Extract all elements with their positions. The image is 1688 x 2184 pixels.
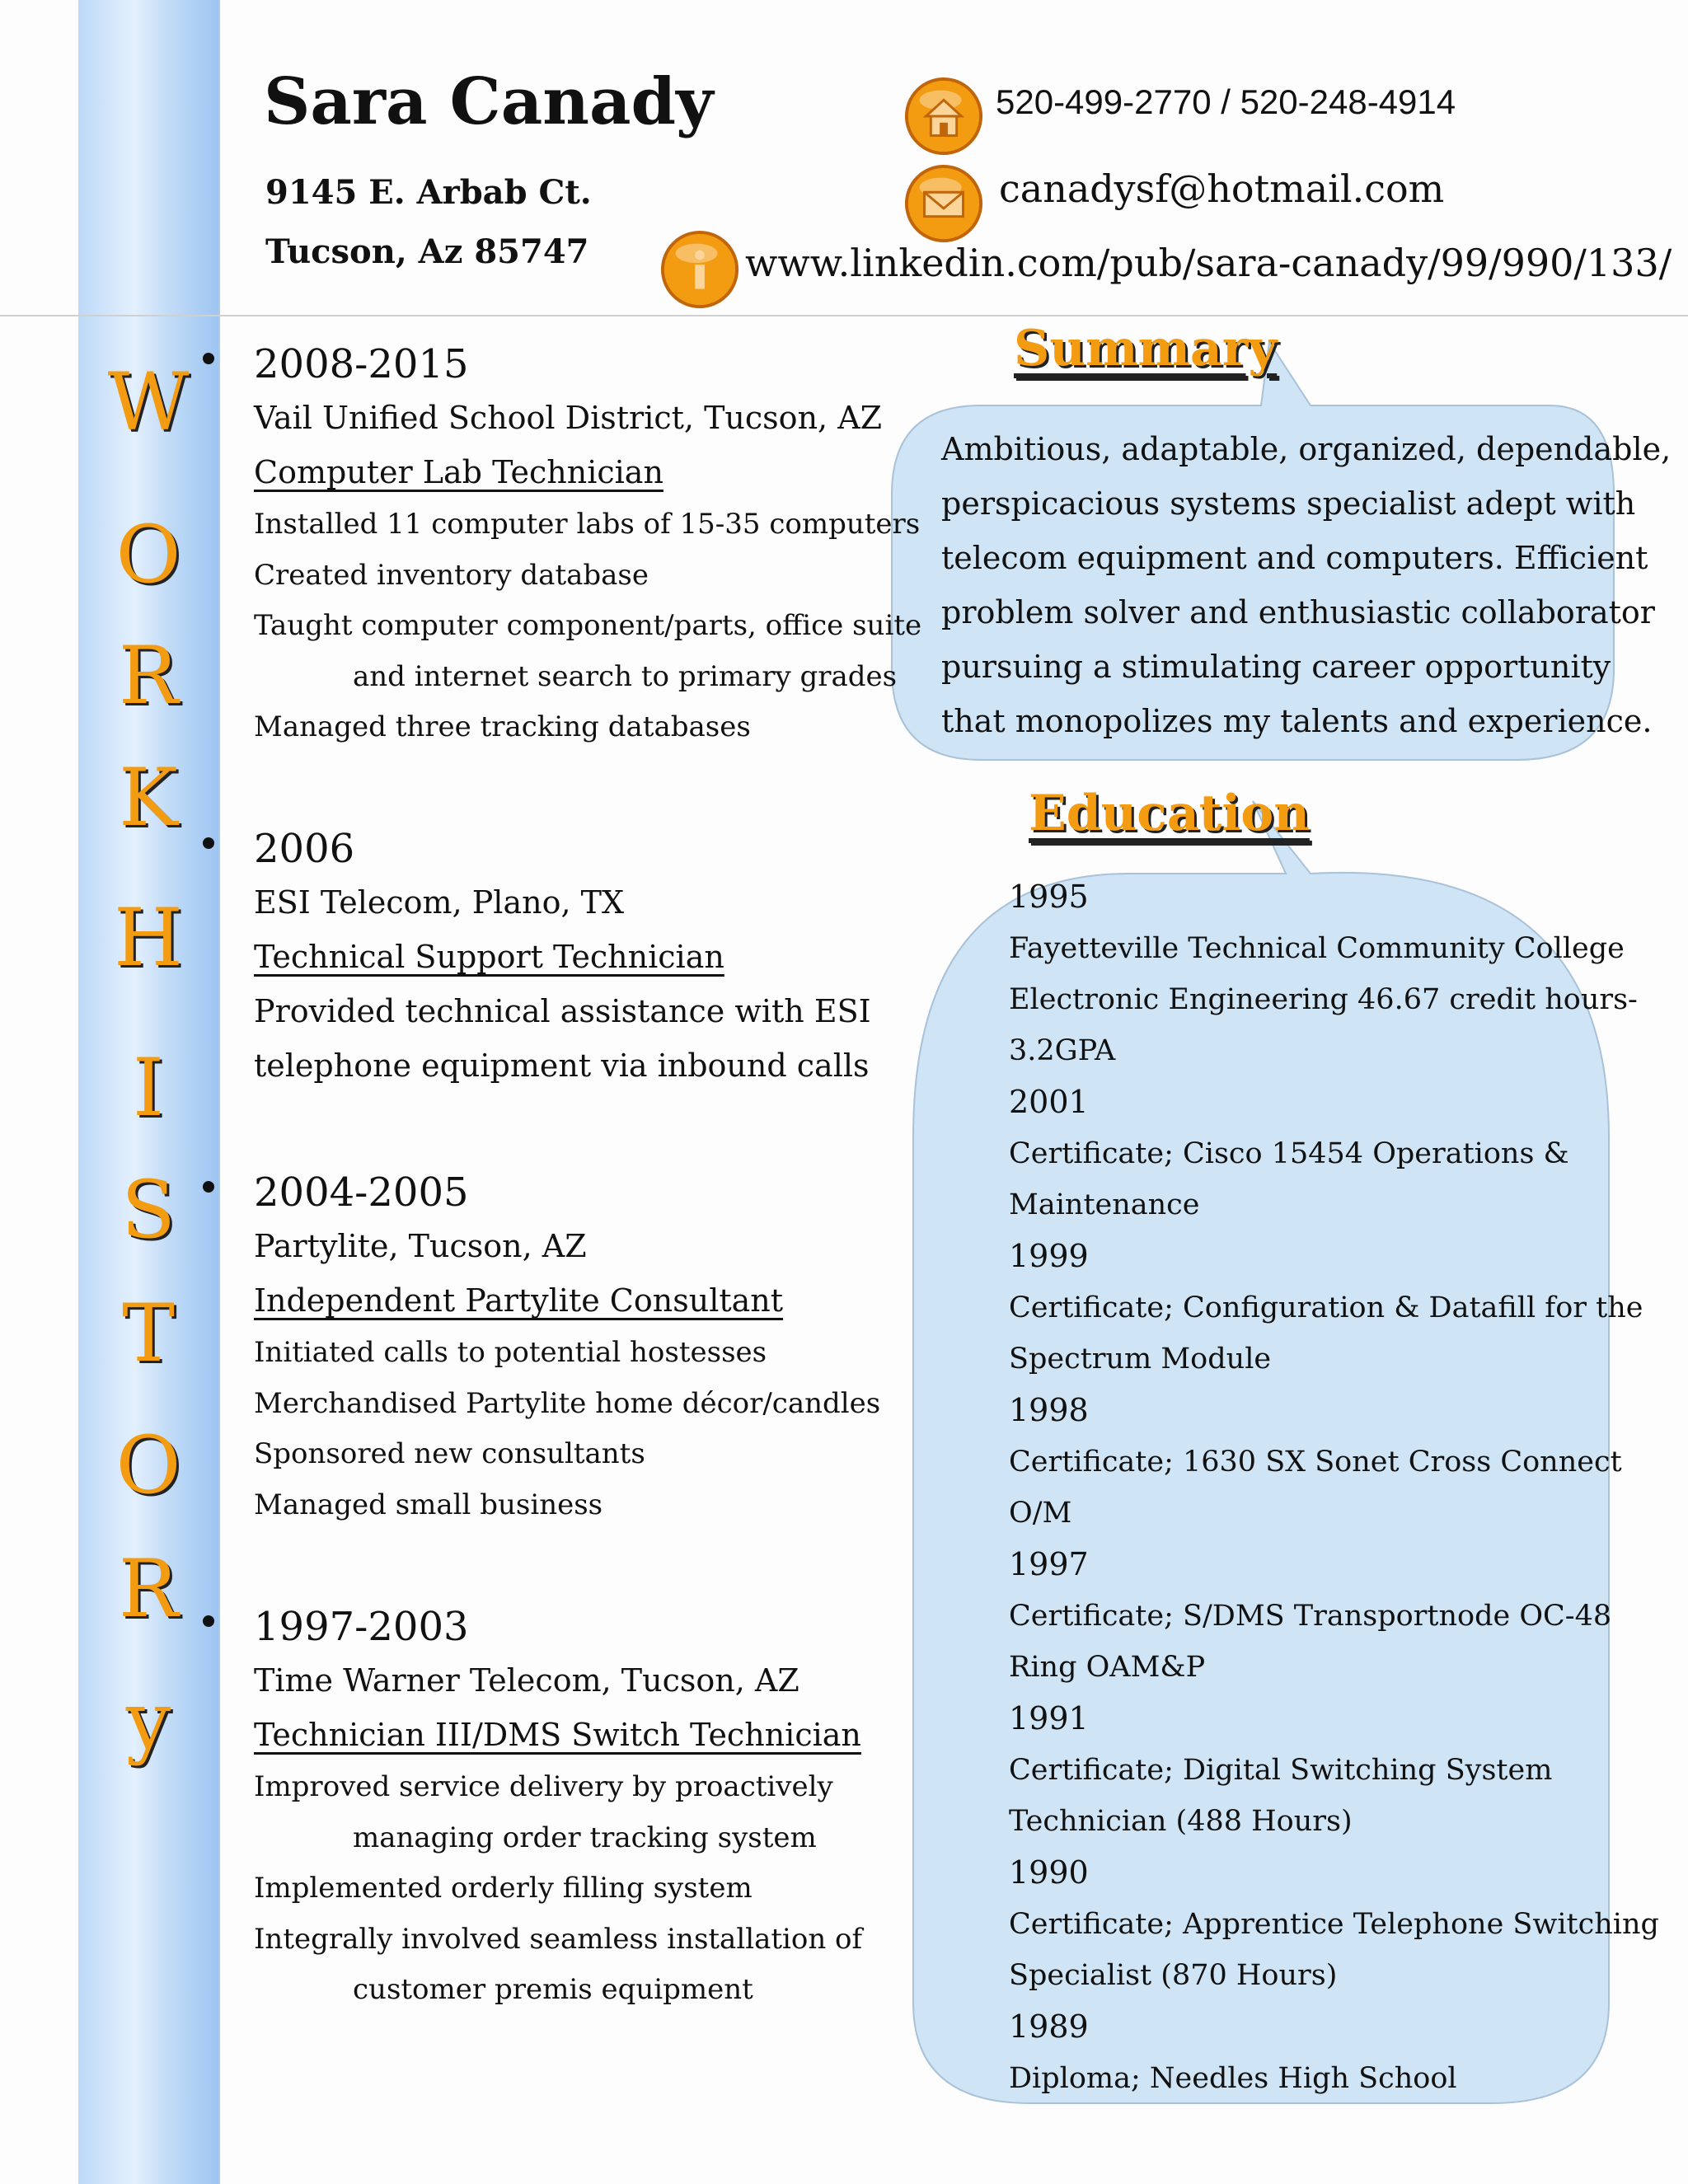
summary-text [941,422,1672,748]
job-duty-text: Installed 11 computer labs of 15-35 computers [254,508,921,541]
sidebar-letter: S [121,1164,176,1256]
education-year: 1997 [1009,1546,1089,1582]
bullet-dot [203,837,214,849]
address-line-2: Tucson, Az 85747 [265,232,589,271]
job-years: 2006 [254,826,355,872]
education-detail: Fayetteville Technical Community College [1009,932,1625,965]
job-duty-text: Improved service delivery by proactively [254,1770,833,1803]
job-duty-text: Initiated calls to potential hostesses [254,1336,767,1369]
job-duty-text: Sponsored new consultants [254,1437,645,1470]
phone-numbers: 520-499-2770 / 520-248-4914 [996,82,1456,121]
bullet-dot [203,1181,214,1193]
job-duty-text: Implemented orderly filling system [254,1872,753,1905]
sidebar-letter: T [121,1287,176,1380]
education-year: 1989 [1009,2008,1089,2045]
job-title: Independent Partylite Consultant [254,1282,784,1319]
job-company: Partylite, Tucson, AZ [254,1228,587,1264]
job-duty-continuation: customer premis equipment [353,1973,753,2006]
education-year: 1991 [1009,1700,1089,1736]
linkedin-link[interactable]: www.linkedin.com/pub/sara-canady/99/990/133/ [745,241,1672,285]
sidebar-letter: I [133,1042,164,1134]
bullet-dot [203,353,214,364]
job-company: Time Warner Telecom, Tucson, AZ [254,1662,799,1699]
summary-line: that monopolizes my talents and experience. [941,703,1653,739]
education-detail: Certificate; Digital Switching System [1009,1754,1553,1787]
education-detail: Certificate; S/DMS Transportnode OC-48 [1009,1600,1612,1633]
education-detail: Electronic Engineering 46.67 credit hours- [1009,983,1638,1016]
summary-line: perspicacious systems specialist adept with [941,485,1636,522]
summary-line: pursuing a stimulating career opportunity [941,649,1611,685]
sidebar-letter: O [115,509,181,601]
job-duty [254,499,921,551]
job-duty-text: Provided technical assistance with ESI [254,993,871,1029]
education-year: 1999 [1009,1238,1089,1274]
education-detail: 3.2GPA [1009,1034,1116,1067]
email-link[interactable]: canadysf@hotmail.com [999,166,1445,211]
job-company: Vail Unified School District, Tucson, AZ [254,400,883,436]
education-heading: Education [1029,785,1310,842]
job-duty [254,1762,903,1863]
sidebar-letter: K [119,752,178,844]
sidebar-letter: O [115,1419,181,1511]
education-year: 1998 [1009,1392,1089,1428]
education-detail: Ring OAM&P [1009,1651,1206,1684]
education-detail: Technician (488 Hours) [1009,1805,1353,1838]
job-duty [254,1915,903,2016]
job-duty [254,1863,903,1915]
job-duty [254,1480,903,1531]
job-duty-text: Integrally involved seamless installation of [254,1922,863,1956]
job-entry [203,1601,903,2016]
job-company: ESI Telecom, Plano, TX [254,884,625,921]
education-detail: Certificate; Configuration & Datafill for the [1009,1291,1643,1324]
summary-heading: Summary [1014,320,1278,377]
job-duty-continuation: managing order tracking system [353,1821,817,1854]
summary-line: problem solver and enthusiastic collaborator [941,594,1655,630]
education-detail: Maintenance [1009,1188,1200,1221]
education-detail: Certificate; Apprentice Telephone Switching [1009,1908,1659,1941]
education-detail: Specialist (870 Hours) [1009,1959,1338,1992]
education-year: 1995 [1009,879,1089,915]
education-year: 2001 [1009,1084,1089,1120]
candidate-name: Sara Canady [264,64,714,139]
job-duty-text: telephone equipment via inbound calls [254,1047,870,1084]
job-duty-text: Taught computer component/parts, office suite [254,609,922,642]
summary-line: Ambitious, adaptable, organized, dependable, [941,431,1672,467]
job-title: Technical Support Technician [254,939,724,975]
education-detail: Spectrum Module [1009,1343,1272,1376]
job-duty [254,551,903,602]
job-duty-text: Managed small business [254,1488,603,1521]
address-line-1: 9145 E. Arbab Ct. [265,173,592,212]
education-detail: Certificate; 1630 SX Sonet Cross Connect [1009,1446,1622,1479]
job-duty-continuation: and internet search to primary grades [353,659,898,693]
job-duty [254,1038,903,1093]
sidebar-letter: y [125,1675,171,1767]
education-list [1009,871,1659,2104]
job-duty [254,1379,903,1430]
job-entry [203,823,903,1093]
job-years: 1997-2003 [254,1604,469,1650]
job-duty [254,702,903,753]
job-title: Computer Lab Technician [254,454,663,490]
job-title: Technician III/DMS Switch Technician [254,1717,861,1753]
job-duty [254,601,922,702]
job-entry [203,1166,903,1530]
bullet-dot [203,1615,214,1627]
education-year: 1990 [1009,1854,1089,1891]
summary-line: telecom equipment and computers. Efficient [941,540,1648,576]
education-detail: O/M [1009,1497,1072,1530]
job-duty-text: Managed three tracking databases [254,710,751,743]
job-duty [254,984,903,1038]
sidebar-letter: R [118,1543,179,1635]
job-duty-text: Created inventory database [254,558,649,592]
sidebar-letter: H [114,892,183,984]
job-duty [254,1328,903,1379]
sidebar-letter: R [118,630,179,722]
education-detail: Certificate; Cisco 15454 Operations & [1009,1137,1569,1170]
job-years: 2004-2005 [254,1169,469,1216]
sidebar-letter: W [107,356,190,448]
job-duty-text: Merchandised Partylite home décor/candles [254,1386,881,1420]
job-duty [254,1429,903,1480]
job-years: 2008-2015 [254,341,469,387]
job-entry [203,338,922,753]
education-detail: Diploma; Needles High School [1009,2062,1457,2095]
